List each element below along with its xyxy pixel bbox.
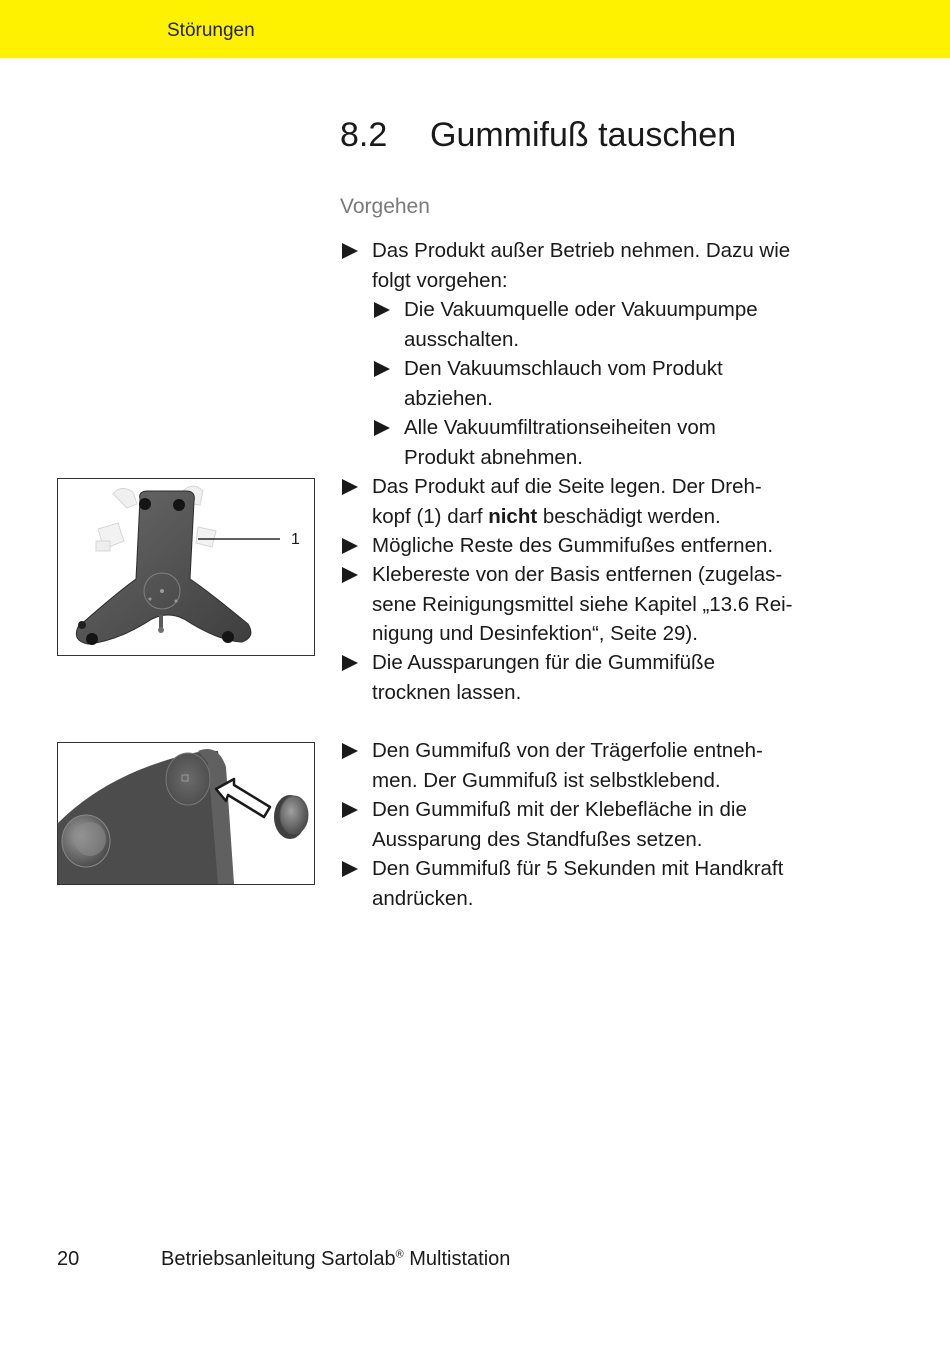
bullet-arrow-icon [374, 420, 390, 436]
step-text: trocknen lassen. [372, 680, 522, 704]
device-base-illustration [58, 479, 314, 655]
bullet-arrow-icon [342, 743, 358, 759]
step-text: Den Vakuumschlauch vom Produkt [404, 357, 723, 380]
callout-label: 1 [291, 531, 300, 548]
step-text-part: kopf (1) darf [372, 504, 489, 528]
step-item [372, 854, 783, 913]
bullet-arrow-icon [342, 538, 358, 554]
step-text: Den Gummifuß von der Trägerfolie entneh- [372, 739, 763, 762]
step-text: ausschalten. [404, 327, 520, 351]
document-title [161, 1248, 510, 1271]
document-title-text: Betriebsanleitung Sartolab [161, 1248, 396, 1270]
substep-item [404, 295, 758, 354]
bullet-arrow-icon [342, 802, 358, 818]
step-text-part: beschädigt werden. [537, 504, 721, 528]
step-item [372, 236, 790, 295]
step-text: Produkt abnehmen. [404, 445, 583, 469]
registered-mark: ® [395, 1248, 404, 1261]
section-number: 8.2 [340, 116, 388, 154]
step-text: Den Gummifuß für 5 Sekunden mit Handkraft [372, 857, 784, 880]
step-item [372, 795, 747, 854]
step-text: Aussparung des Standfußes setzen. [372, 827, 703, 851]
bullet-arrow-icon [342, 861, 358, 877]
step-text: nigung und Desinfektion“, Seite 29). [372, 622, 698, 645]
step-text: Klebereste von der Basis entfernen (zugelas- [372, 563, 783, 586]
substep-item [404, 354, 723, 413]
bullet-arrow-icon [342, 243, 358, 259]
step-text: Das Produkt außer Betrieb nehmen. Dazu wie [372, 239, 791, 262]
step-text: folgt vorgehen: [372, 268, 508, 292]
emphasis-text: nicht [488, 504, 538, 528]
step-text: Die Aussparungen für die Gummifüße [372, 651, 715, 674]
step-text: Den Gummifuß mit der Klebefläche in die [372, 798, 747, 821]
figure-device-base [57, 478, 315, 656]
section-title: Gummifuß tauschen [430, 116, 737, 154]
step-text [372, 502, 762, 532]
step-text: Das Produkt auf die Seite legen. Der Dreh- [372, 475, 762, 498]
substep-item [404, 413, 716, 472]
step-item [372, 736, 763, 795]
step-text: Die Vakuumquelle oder Vakuumpumpe [404, 298, 758, 321]
step-text: Mögliche Reste des Gummifußes entfernen. [372, 534, 774, 557]
step-text: men. Der Gummifuß ist selbstklebend. [372, 768, 721, 792]
step-item [372, 648, 715, 707]
step-text: Alle Vakuumfiltrationseiheiten vom [404, 416, 716, 439]
step-text: abziehen. [404, 386, 493, 410]
step-text: sene Reinigungsmittel siehe Kapitel „13.6 Rei- [372, 592, 793, 616]
step-text: andrücken. [372, 886, 474, 910]
page-title [340, 116, 736, 155]
bullet-arrow-icon [374, 361, 390, 377]
bullet-arrow-icon [374, 302, 390, 318]
section-label: Störungen [167, 20, 255, 41]
step-item [372, 531, 773, 561]
procedure-subheading: Vorgehen [340, 195, 430, 218]
bullet-arrow-icon [342, 479, 358, 495]
figure-rubber-foot [57, 742, 315, 885]
step-item [372, 472, 762, 531]
bullet-arrow-icon [342, 655, 358, 671]
bullet-arrow-icon [342, 567, 358, 583]
document-title-suffix: Multistation [403, 1248, 511, 1270]
rubber-foot-illustration [58, 743, 314, 884]
step-item [372, 560, 792, 649]
page-number: 20 [57, 1248, 80, 1270]
header-bar [0, 0, 950, 58]
